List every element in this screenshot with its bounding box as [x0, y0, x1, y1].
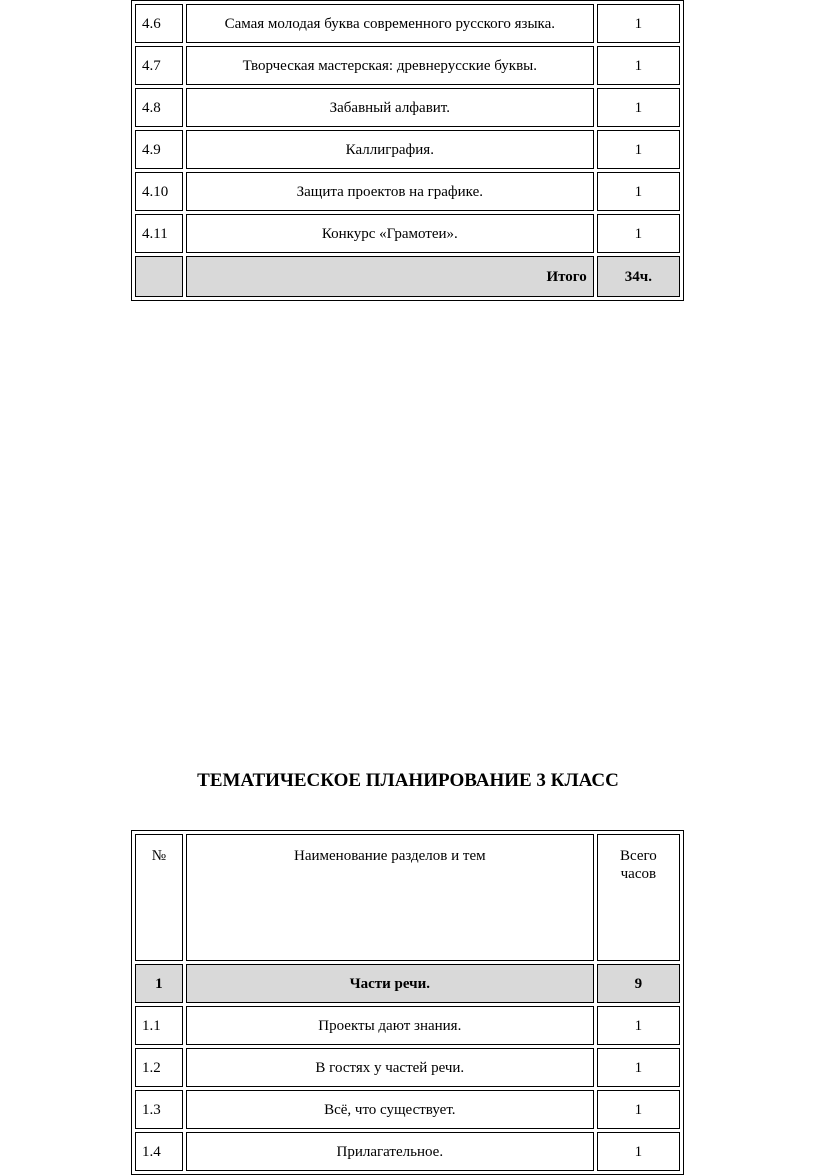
total-empty-cell [135, 256, 183, 297]
row-topic: Защита проектов на графике. [186, 172, 594, 211]
row-number: 4.9 [135, 130, 183, 169]
row-topic: Каллиграфия. [186, 130, 594, 169]
header-topic: Наименование разделов и тем [186, 834, 594, 961]
section-hours: 9 [597, 964, 680, 1003]
row-number: 4.10 [135, 172, 183, 211]
section-row [135, 964, 680, 1003]
table-row [135, 130, 680, 169]
header-number: № [135, 834, 183, 961]
table-row [135, 214, 680, 253]
row-hours: 1 [597, 4, 680, 43]
total-label: Итого [186, 256, 594, 297]
row-topic: Творческая мастерская: древнерусские буквы. [186, 46, 594, 85]
row-number: 1.3 [135, 1090, 183, 1129]
topics-table-grade-2-end [131, 0, 684, 301]
table-row [135, 4, 680, 43]
table-row [135, 1132, 680, 1171]
row-number: 4.6 [135, 4, 183, 43]
row-hours: 1 [597, 1048, 680, 1087]
row-hours: 1 [597, 1006, 680, 1045]
row-topic: Прилагательное. [186, 1132, 594, 1171]
row-number: 4.7 [135, 46, 183, 85]
table-row [135, 1048, 680, 1087]
row-topic: В гостях у частей речи. [186, 1048, 594, 1087]
row-number: 1.4 [135, 1132, 183, 1171]
section-name: Части речи. [186, 964, 594, 1003]
section-number: 1 [135, 964, 183, 1003]
table-row [135, 46, 680, 85]
row-topic: Конкурс «Грамотеи». [186, 214, 594, 253]
table-row [135, 172, 680, 211]
row-topic: Самая молодая буква современного русского языка. [186, 4, 594, 43]
total-row [135, 256, 680, 297]
row-hours: 1 [597, 214, 680, 253]
header-hours: Всего часов [597, 834, 680, 961]
table-row [135, 88, 680, 127]
row-topic: Всё, что существует. [186, 1090, 594, 1129]
row-number: 1.2 [135, 1048, 183, 1087]
section-title: ТЕМАТИЧЕСКОЕ ПЛАНИРОВАНИЕ 3 КЛАСС [197, 770, 619, 791]
row-number: 4.8 [135, 88, 183, 127]
row-hours: 1 [597, 172, 680, 211]
table-header-row [135, 834, 680, 961]
row-number: 1.1 [135, 1006, 183, 1045]
row-number: 4.11 [135, 214, 183, 253]
row-hours: 1 [597, 130, 680, 169]
row-topic: Забавный алфавит. [186, 88, 594, 127]
topics-table-grade-3 [131, 830, 684, 1175]
row-hours: 1 [597, 1132, 680, 1171]
total-value: 34ч. [597, 256, 680, 297]
row-hours: 1 [597, 88, 680, 127]
row-hours: 1 [597, 46, 680, 85]
row-topic: Проекты дают знания. [186, 1006, 594, 1045]
row-hours: 1 [597, 1090, 680, 1129]
table-row [135, 1006, 680, 1045]
table-row [135, 1090, 680, 1129]
